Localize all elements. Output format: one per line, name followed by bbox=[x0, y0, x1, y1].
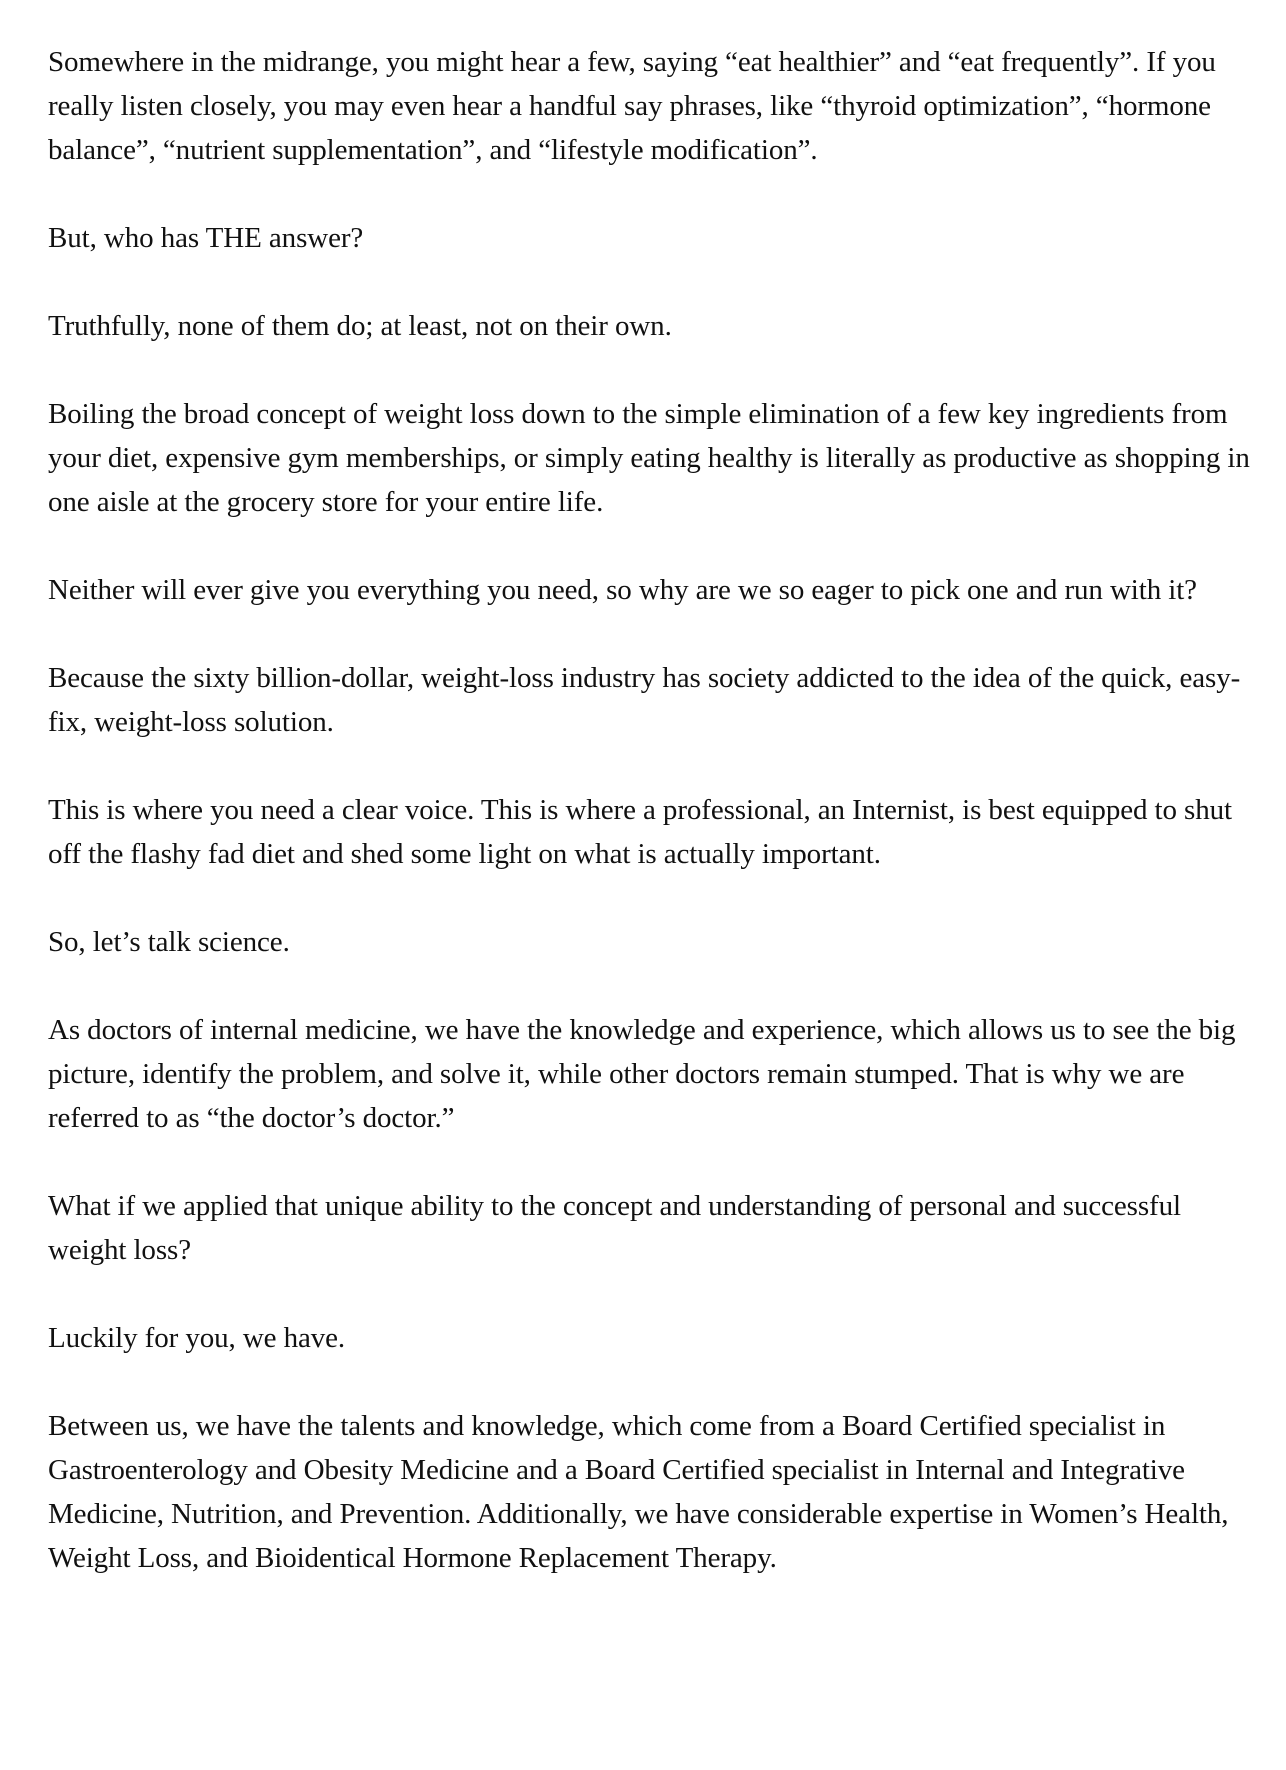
paragraph-between-us: Between us, we have the talents and knowledge, which come from a Board Certified specialist in Gastroenterology and Obesity Medicine and a Board Certified specialist in Internal and Integrative Medicine, Nutrition, and Prevention. Additionally, we have considerable expertise in Women’s Health, Weight Loss, and Bioidentical Hormone Replacement Therapy. bbox=[48, 1410, 1229, 1574]
paragraph-truthfully: Truthfully, none of them do; at least, not on their own. bbox=[48, 310, 672, 342]
paragraph-luckily: Luckily for you, we have. bbox=[48, 1322, 346, 1354]
paragraph-talk-science: So, let’s talk science. bbox=[48, 926, 290, 958]
paragraph-clear-voice: This is where you need a clear voice. This is where a professional, an Internist, is best equipped to shut off the flashy fad diet and shed some light on what is actually important. bbox=[48, 794, 1232, 870]
paragraph-neither: Neither will ever give you everything you need, so why are we so eager to pick one and run with it? bbox=[48, 574, 1197, 606]
paragraph-midrange: Somewhere in the midrange, you might hear a few, saying “eat healthier” and “eat frequently”. If you really listen closely, you may even hear a handful say phrases, like “thyroid optimization”, “hormone balance”, “nutrient supplementation”, and “lifestyle modification”. bbox=[48, 46, 1216, 166]
paragraph-industry: Because the sixty billion-dollar, weight-loss industry has society addicted to the idea of the quick, easy-fix, weight-loss solution. bbox=[48, 662, 1241, 738]
paragraph-boiling-concept: Boiling the broad concept of weight loss down to the simple elimination of a few key ingredients from your diet, expensive gym memberships, or simply eating healthy is literally as productive as shopping in one aisle at the grocery store for your entire life. bbox=[48, 398, 1250, 518]
paragraph-internal-medicine: As doctors of internal medicine, we have the knowledge and experience, which allows us to see the big picture, identify the problem, and solve it, while other doctors remain stumped. That is why we are referred to as “the doctor’s doctor.” bbox=[48, 1014, 1236, 1134]
document-page bbox=[48, 40, 1263, 1580]
paragraph-what-if: What if we applied that unique ability to the concept and understanding of personal and successful weight loss? bbox=[48, 1190, 1181, 1266]
paragraph-who-has-answer: But, who has THE answer? bbox=[48, 222, 364, 254]
